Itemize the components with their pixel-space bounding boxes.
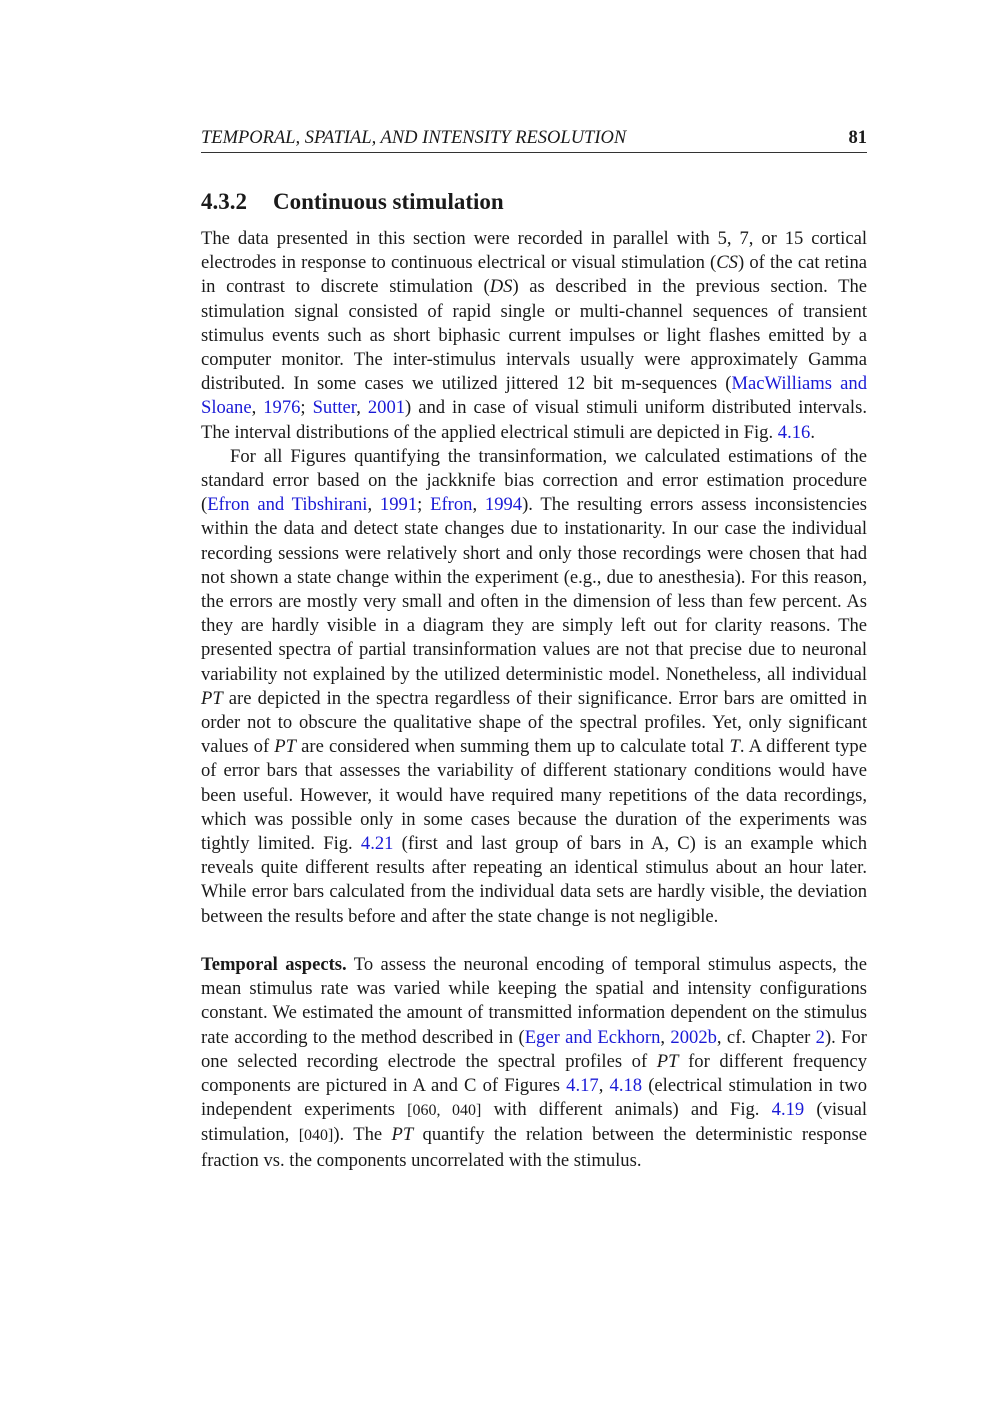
symbol-t: T: [729, 736, 740, 758]
text: ) and in case of visual stimuli uniform distributed intervals. The interval distributions of the applied electrical stimuli are depicted in Fig.: [201, 397, 867, 443]
symbol-pt: PT: [391, 1124, 414, 1146]
paragraph-3: [201, 953, 867, 1173]
text: with different animals) and Fig.: [481, 1099, 772, 1121]
citation-link[interactable]: Eger and Eckhorn: [524, 1026, 661, 1048]
symbol-pt: PT: [656, 1050, 679, 1072]
section-heading: [201, 189, 867, 215]
text: ,: [472, 494, 485, 516]
page-number: 81: [848, 128, 867, 148]
section-title: Continuous stimulation: [273, 189, 504, 214]
citation-link[interactable]: Efron and Tibshirani: [207, 494, 368, 516]
figure-link[interactable]: 4.16: [777, 421, 811, 443]
abbrev-ds: DS: [489, 276, 513, 298]
text: . A different type of error bars that assesses the variability of different stationary conditions would have been useful. However, it would have required many repetitions of the data recordings, which was possible only in some cases because the duration of the experiments was tightly limited. Fig.: [201, 736, 867, 855]
citation-year-link[interactable]: 1991: [379, 494, 418, 516]
text: ,: [598, 1074, 610, 1096]
text: (visual stimulation,: [201, 1099, 867, 1146]
text: The data presented in this section were recorded in parallel with 5, 7, or 15 cortical electrodes in response to continuous electrical or visual stimulation (: [201, 228, 867, 274]
text: ). For one selected recording electrode the spectral profiles of: [201, 1026, 868, 1072]
section-number: 4.3.2: [201, 189, 247, 214]
text: ;: [300, 397, 313, 419]
figure-link[interactable]: 4.19: [771, 1099, 805, 1121]
citation-year-link[interactable]: 2001: [367, 397, 406, 419]
text: To assess the neuronal encoding of temporal stimulus aspects, the mean stimulus rate was varied while keeping the spatial and intensity configurations constant. We estimated the amount of transmitted information dependent on the stimulus rate according to the method described in (: [201, 953, 867, 1048]
text: quantify the relation between the deterministic response fraction vs. the components uncorrelated with the stimulus.: [201, 1124, 867, 1171]
figure-link[interactable]: 4.17: [566, 1074, 599, 1096]
citation-link[interactable]: Sutter: [312, 397, 357, 419]
running-title: TEMPORAL, SPATIAL, AND INTENSITY RESOLUTION: [201, 128, 627, 148]
citation-link[interactable]: Efron: [430, 494, 473, 516]
text: ) as described in the previous section. The stimulation signal consisted of rapid single or multi-channel sequences of transient stimulus events such as short biphasic current impulses or light flashes emitted by a computer monitor. The inter-stimulus intervals usually were approximately Gamma distributed. In some cases we utilized jittered 12 bit m-sequences (: [201, 276, 867, 395]
text: ;: [417, 494, 431, 516]
text: (first and last group of bars in A, C) is an example which reveals quite different results after repeating an identical stimulus about an hour later. While error bars calculated from the individual data sets are hardly visible, the deviation between the results before and after the state change is not negligible.: [201, 833, 867, 927]
text: , cf. Chapter: [716, 1026, 816, 1048]
text: ). The: [333, 1124, 392, 1146]
text: ) of the cat retina in contrast to discrete stimulation (: [201, 252, 867, 298]
text: ,: [356, 397, 368, 419]
text: are considered when summing them up to calculate total: [295, 736, 730, 758]
text: .: [810, 421, 815, 443]
symbol-pt: PT: [201, 687, 223, 709]
text: are depicted in the spectra regardless of their significance. Error bars are omitted in order not to obscure the qualitative shape of the spectral profiles. Yet, only significant values of: [201, 687, 867, 758]
experiment-id: [060, 040]: [407, 1102, 482, 1120]
citation-link[interactable]: MacWilliams and Sloane: [201, 373, 867, 419]
running-header: [201, 128, 867, 153]
text: (electrical stimulation in two independent experiments: [201, 1074, 867, 1121]
experiment-id: [040]: [298, 1127, 334, 1145]
figure-link[interactable]: 4.21: [360, 833, 394, 855]
page: [201, 128, 867, 1173]
citation-year-link[interactable]: 1994: [484, 494, 523, 516]
text: ). The resulting errors assess inconsistencies within the data and detect state changes due to instationarity. In our case the individual recording sessions were relatively short and only those recordings were chosen that had not shown a state change within the experiment (e.g., due to anesthesia). For this reason, the errors are mostly very small and often in the dimension of less than few percent. As they are hardly visible in a diagram they are simply left out for clarity reasons. The presented spectra of partial transinformation values are not that precise due to neuronal variability not explained by the utilized deterministic model. Nonetheless, all individual: [201, 494, 868, 685]
text: ,: [660, 1026, 671, 1048]
citation-year-link[interactable]: 2002b: [670, 1026, 717, 1048]
paragraph-1: [201, 227, 867, 445]
text: for different frequency components are pictured in A and C of Figures: [201, 1050, 867, 1096]
figure-link[interactable]: 4.18: [609, 1074, 643, 1096]
text: For all Figures quantifying the transinformation, we calculated estimations of the standard error based on the jackknife bias correction and error estimation procedure (: [201, 445, 867, 516]
paragraph-2: [201, 445, 867, 929]
citation-year-link[interactable]: 1976: [263, 397, 301, 419]
abbrev-cs: CS: [716, 252, 738, 274]
chapter-link[interactable]: 2: [815, 1026, 825, 1048]
text: ,: [251, 397, 264, 419]
paragraph-heading: Temporal aspects.: [201, 953, 347, 975]
text: ,: [367, 494, 380, 516]
symbol-pt: PT: [274, 736, 296, 758]
